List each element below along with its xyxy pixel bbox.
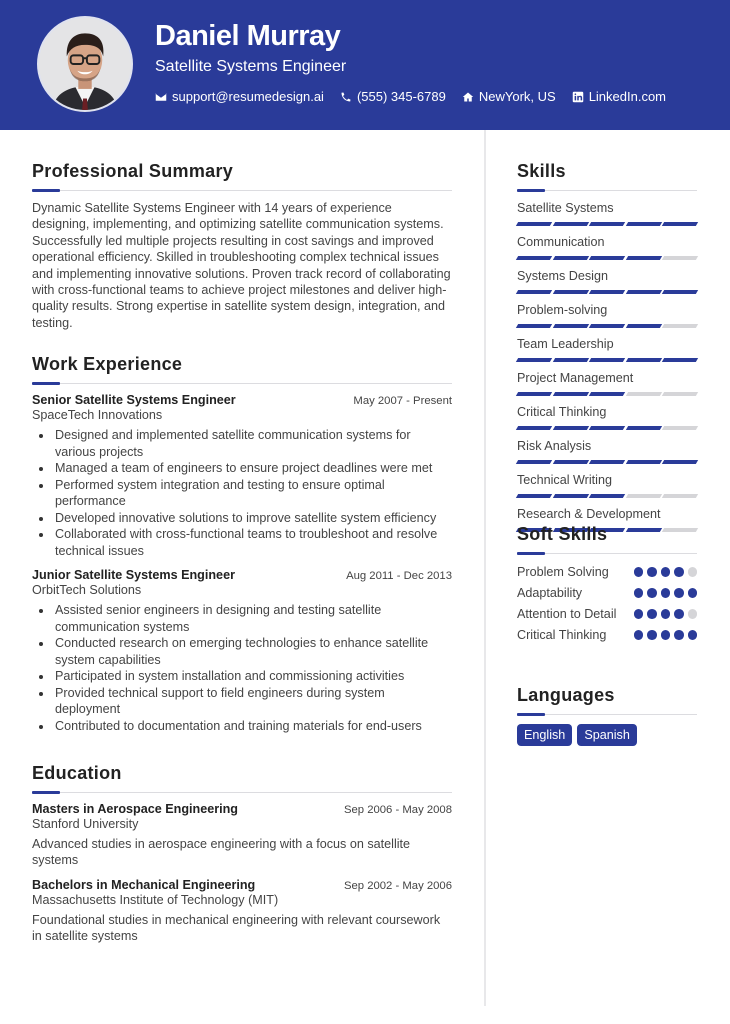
rating-dot-filled (634, 588, 644, 598)
envelope-icon (155, 91, 167, 103)
rating-bar-filled (516, 324, 552, 328)
rating-bar-filled (589, 392, 625, 396)
rating-bar-filled (662, 290, 698, 294)
skill-name: Systems Design (517, 269, 608, 283)
rating-dot-filled (674, 630, 684, 640)
education-entry (32, 802, 452, 869)
rating-bar-filled (589, 426, 625, 430)
heading-rule (32, 382, 452, 385)
resume-header (0, 0, 730, 130)
rating-bar-filled (662, 222, 698, 226)
heading-rule (32, 791, 452, 794)
bullet-item: Assisted senior engineers in designing and testing satellite communication systems (32, 602, 452, 635)
rating-dot-filled (688, 588, 698, 598)
skill-name: Technical Writing (517, 473, 612, 487)
heading-rule (517, 552, 697, 555)
column-divider (484, 130, 486, 1006)
rating-bar-filled (552, 494, 588, 498)
section-heading: Languages (517, 685, 615, 705)
profile-photo (37, 16, 133, 112)
rating-bar-filled (516, 460, 552, 464)
skill-rating-bars (517, 460, 697, 464)
contact-email[interactable] (155, 89, 324, 104)
rating-bar-filled (589, 324, 625, 328)
soft-skill-name: Attention to Detail (517, 607, 617, 621)
person-avatar-icon (39, 18, 131, 110)
rating-dot-filled (661, 567, 671, 577)
rating-bar-filled (626, 290, 662, 294)
rating-bar-empty (626, 392, 662, 396)
contact-email-text: support@resumedesign.ai (172, 89, 324, 104)
bullet-item: Developed innovative solutions to improve satellite system efficiency (32, 510, 452, 527)
rating-bar-filled (516, 358, 552, 362)
rating-dot-filled (634, 630, 644, 640)
language-tag: Spanish (577, 724, 637, 746)
rating-dot-filled (634, 567, 644, 577)
rating-bar-filled (589, 358, 625, 362)
bullet-item: Designed and implemented satellite communication systems for various projects (32, 427, 452, 460)
language-tag: English (517, 724, 572, 746)
rating-bar-filled (662, 358, 698, 362)
contact-location-text: NewYork, US (478, 89, 556, 104)
rating-bar-filled (626, 222, 662, 226)
languages-section (517, 685, 697, 746)
skill-name: Risk Analysis (517, 439, 592, 453)
rating-bar-filled (516, 426, 552, 430)
skill-rating-bars (517, 392, 697, 396)
rating-bar-filled (626, 358, 662, 362)
rating-bar-filled (589, 256, 625, 260)
rating-bar-filled (589, 290, 625, 294)
degree-title: Bachelors in Mechanical Engineering (32, 877, 256, 892)
skill-name: Communication (517, 235, 605, 249)
rating-bar-empty (626, 494, 662, 498)
skill-rating-bars (517, 324, 697, 328)
rating-dot-filled (674, 609, 684, 619)
rating-bar-empty (662, 494, 698, 498)
skill-name: Project Management (517, 371, 634, 385)
soft-skill-row (517, 564, 697, 580)
bullet-item: Participated in system installation and commissioning activities (32, 668, 452, 685)
rating-bar-empty (662, 426, 698, 430)
rating-dot-filled (661, 588, 671, 598)
rating-bar-filled (552, 256, 588, 260)
rating-bar-empty (662, 392, 698, 396)
degree-title: Masters in Aerospace Engineering (32, 802, 238, 816)
section-heading: Professional Summary (32, 161, 234, 181)
rating-bar-empty (662, 256, 698, 260)
job-title: Senior Satellite Systems Engineer (32, 393, 236, 407)
job-dates: May 2007 - Present (353, 395, 452, 407)
rating-dot-filled (688, 630, 698, 640)
rating-dot-filled (634, 609, 644, 619)
education-section (32, 763, 452, 945)
skill-name: Problem-solving (517, 303, 608, 317)
rating-dot-filled (647, 630, 657, 640)
summary-section (32, 161, 452, 331)
rating-bar-filled (516, 256, 552, 260)
experience-section (32, 354, 452, 734)
skills-section (517, 161, 697, 540)
rating-dot-filled (647, 609, 657, 619)
rating-bar-filled (516, 290, 552, 294)
rating-bar-filled (552, 392, 588, 396)
language-tags (517, 724, 697, 746)
skill-rating-bars (517, 256, 697, 260)
contact-phone[interactable] (340, 89, 446, 104)
section-heading: Education (32, 763, 122, 783)
soft-skill-row (517, 627, 697, 643)
section-heading: Work Experience (32, 354, 183, 374)
job-company: SpaceTech Innovations (32, 408, 163, 422)
bullet-item: Performed system integration and testing to ensure optimal performance (32, 477, 452, 510)
heading-rule (517, 189, 697, 192)
education-description: Foundational studies in mechanical engineering with relevant coursework in satellite systems (32, 912, 441, 944)
skill-name: Satellite Systems (517, 201, 614, 215)
rating-bar-filled (552, 426, 588, 430)
rating-bar-filled (589, 222, 625, 226)
job-entry (32, 568, 452, 734)
rating-bar-filled (552, 358, 588, 362)
section-heading: Soft Skills (517, 524, 608, 544)
phone-icon (340, 91, 352, 103)
job-entry (32, 393, 452, 559)
soft-skill-rating-dots (634, 585, 698, 598)
school-name: Stanford University (32, 817, 139, 831)
skill-rating-bars (517, 494, 697, 498)
skill-rating-bars (517, 290, 697, 294)
bullet-item: Conducted research on emerging technologies to enhance satellite system capabilities (32, 635, 452, 668)
rating-dot-filled (647, 567, 657, 577)
rating-bar-filled (662, 460, 698, 464)
soft-skill-row (517, 606, 697, 622)
rating-bar-filled (626, 460, 662, 464)
rating-dot-empty (688, 567, 698, 577)
bullet-item: Contributed to documentation and training materials for end-users (32, 718, 452, 735)
rating-dot-filled (674, 567, 684, 577)
skill-name: Team Leadership (517, 337, 614, 351)
skill-rating-bars (517, 222, 697, 226)
rating-bar-filled (589, 460, 625, 464)
job-bullets (32, 602, 452, 734)
rating-bar-filled (516, 222, 552, 226)
contact-list (155, 89, 666, 104)
rating-bar-filled (626, 426, 662, 430)
skill-rating-bars (517, 358, 697, 362)
education-entry (32, 878, 452, 945)
job-dates: Aug 2011 - Dec 2013 (346, 570, 452, 582)
heading-rule (32, 189, 452, 192)
rating-bar-filled (626, 256, 662, 260)
rating-dot-filled (661, 630, 671, 640)
education-description: Advanced studies in aerospace engineering with a focus on satellite systems (32, 837, 411, 868)
rating-bar-filled (552, 222, 588, 226)
job-bullets (32, 427, 452, 559)
job-title: Junior Satellite Systems Engineer (32, 568, 235, 582)
home-icon (462, 91, 474, 103)
education-dates: Sep 2002 - May 2006 (343, 879, 452, 892)
rating-bar-filled (589, 494, 625, 498)
contact-linkedin-text: LinkedIn.com (588, 89, 667, 104)
soft-skill-name: Critical Thinking (517, 628, 607, 642)
candidate-title: Satellite Systems Engineer (155, 58, 347, 75)
bullet-item: Provided technical support to field engineers during system deployment (32, 685, 452, 718)
rating-bar-filled (552, 460, 588, 464)
candidate-name: Daniel Murray (155, 20, 341, 52)
rating-bar-filled (552, 290, 588, 294)
skill-rating-bars (517, 426, 697, 430)
job-company: OrbitTech Solutions (32, 583, 142, 597)
rating-dot-filled (661, 609, 671, 619)
soft-skills-list (517, 564, 697, 643)
soft-skill-rating-dots (634, 627, 698, 640)
rating-bar-filled (516, 494, 552, 498)
education-dates: Sep 2006 - May 2008 (343, 804, 452, 816)
bullet-item: Collaborated with cross-functional teams to troubleshoot and resolve technical issues (32, 526, 452, 559)
soft-skill-row (517, 585, 697, 601)
linkedin-icon (572, 91, 584, 103)
contact-linkedin[interactable] (572, 89, 666, 104)
skill-name: Critical Thinking (517, 405, 607, 419)
soft-skill-name: Problem Solving (517, 565, 609, 579)
school-name: Massachusetts Institute of Technology (MIT) (32, 892, 279, 907)
soft-skill-name: Adaptability (517, 586, 583, 600)
skills-list (517, 200, 697, 532)
rating-dot-empty (688, 609, 698, 619)
rating-bar-filled (516, 392, 552, 396)
soft-skill-rating-dots (634, 606, 698, 619)
bullet-item: Managed a team of engineers to ensure project deadlines were met (32, 460, 452, 477)
summary-text: Dynamic Satellite Systems Engineer with 14 years of experience designing, implementing, and optimizing satellite communication systems. Successfully led multiple projects resulting in cost savings and improved operational efficiency. Skilled in troubleshooting complex technical issues and implementing innovative solutions. Proven track record of collaborating with cross-functional teams to achieve project milestones and deliver high-quality results. Strong expertise in satellite system design, integration, and testing. (32, 201, 451, 330)
rating-bar-empty (662, 324, 698, 328)
rating-dot-filled (647, 588, 657, 598)
rating-bar-filled (626, 324, 662, 328)
heading-rule (517, 713, 697, 716)
rating-bar-filled (552, 324, 588, 328)
contact-phone-text: (555) 345-6789 (356, 89, 446, 104)
rating-dot-filled (674, 588, 684, 598)
soft-skills-section (517, 524, 697, 648)
skill-name: Research & Development (517, 507, 661, 521)
section-heading: Skills (517, 161, 566, 181)
contact-location (462, 89, 556, 104)
soft-skill-rating-dots (634, 564, 698, 577)
